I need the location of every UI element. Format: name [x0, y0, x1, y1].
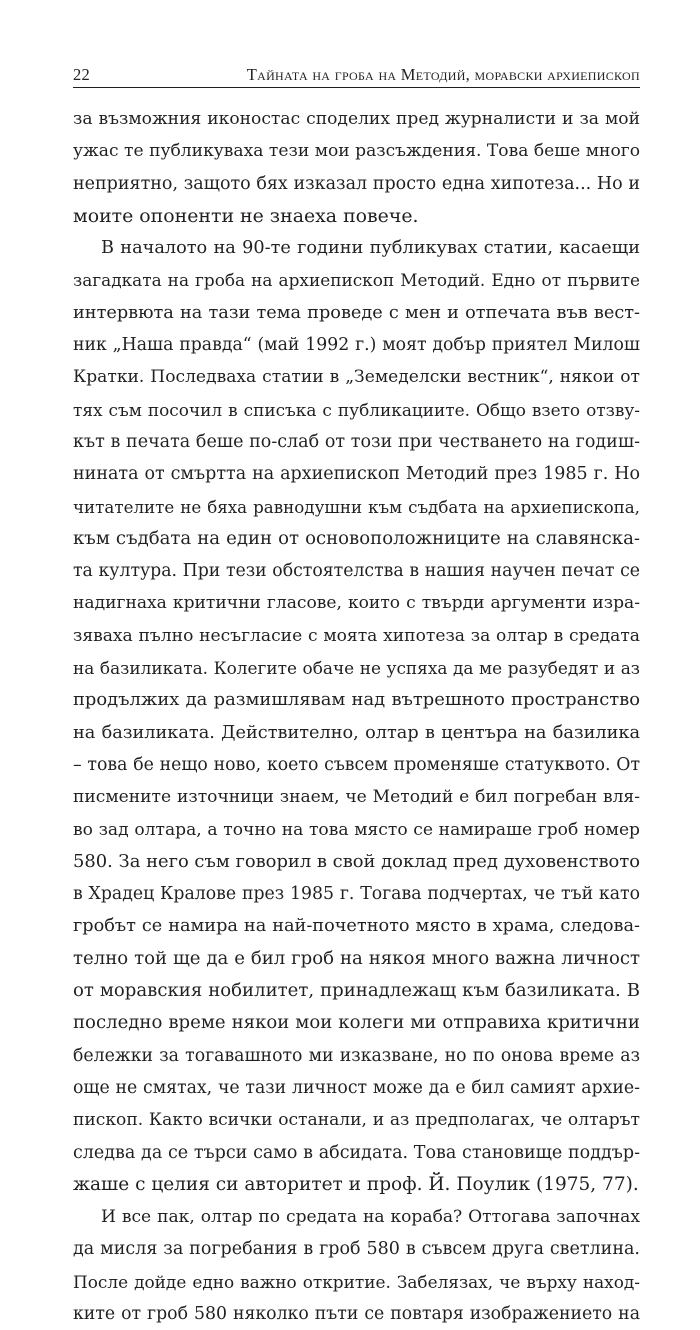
text-line: в Храдец Кралове през 1985 г. Тогава подчертах, че тъй като [73, 884, 640, 905]
text-line: следва да се търси само в абсидата. Това становище поддър- [73, 1142, 640, 1163]
text-line: моите опоненти не знаеха повече. [73, 204, 419, 227]
text-line: После дойде едно важно откритие. Забелязах, че върху наход- [73, 1271, 640, 1292]
text-line: – това бе нещо ново, което съвсем променяше статуквото. От [73, 754, 640, 775]
text-line: от моравския нобилитет, принадлежащ към базиликата. В [73, 980, 640, 1002]
text-line: последно време някои мои колеги ми отправиха критични [73, 1012, 640, 1034]
text-line: на базиликата. Действително, олтар в центъра на базилика [73, 722, 640, 743]
text-line: нината от смъртта на архиепископ Методий през 1985 г. Но [73, 464, 640, 485]
text-line: 580. За него съм говорил в свой доклад пред духовенството [73, 850, 640, 872]
page-number: 22 [73, 65, 91, 84]
text-line: ужас те публикуваха тези мои разсъждения. Това беше много [73, 141, 640, 162]
text-line: да мисля за погребания в гроб 580 в съвсем друга светлина. [73, 1239, 640, 1260]
body-text [73, 103, 640, 1330]
text-line: во зад олтара, а точно на това място се намираше гроб номер [73, 819, 640, 840]
text-line: В началото на 90-те години публикувах статии, касаещи [101, 238, 640, 259]
text-line: пископ. Както всички останали, и аз предполагах, че олтарът [73, 1110, 640, 1131]
text-line: зяваха пълно несъгласие с моята хипотеза за олтар в средата [73, 625, 640, 646]
running-head [73, 63, 640, 88]
text-line: за възможния иконостас споделих пред журналисти и за мой [73, 109, 640, 129]
text-line: неприятно, защото бях изказал просто една хипотеза... Но и [73, 173, 640, 194]
text-line: ник „Наша правда“ (май 1992 г.) моят добър приятел Милош [73, 335, 640, 356]
text-line: тях съм посочил в списъка с публикациите. Общо взето отзву- [73, 399, 640, 420]
text-line: бележки за тогавашното ми изказване, но по онова време аз [73, 1045, 640, 1066]
text-line: телно той ще да е бил гроб на някоя много важна личност [73, 947, 640, 969]
text-line: Кратки. Последваха статии в „Земеделски вестник“, някои от [73, 367, 640, 388]
text-line: на базиликата. Колегите обаче не успяха да ме разубедят и аз [73, 658, 640, 679]
text-line: към съдбата на един от основоположниците на славянска- [73, 527, 640, 549]
text-line: загадката на гроба на архиепископ Методий. Едно от първите [73, 270, 640, 291]
text-line: жаше с целия си авторитет и проф. Й. Поулик (1975, 77). [73, 1173, 639, 1195]
text-line: читателите не бяха равнодушни към съдбата на архиепископа, [73, 496, 640, 517]
text-line: надигнаха критични гласове, които с твърди аргументи изра- [73, 593, 640, 614]
text-line: та култура. При тези обстоятелства в нашия научен печат се [73, 561, 640, 582]
text-line: интервюта на тази тема проведе с мен и отпечата във вест- [73, 302, 640, 323]
text-line: ките от гроб 580 няколко пъти се повтаря изображението на [73, 1303, 640, 1324]
text-line: кът в печата беше по-слаб от този при честването на годиш- [73, 431, 640, 452]
text-line: още не смятах, че тази личност може да е бил самият архие- [73, 1077, 640, 1098]
running-title: Тайната на гроба на Методий, моравски архиепископ [246, 65, 640, 84]
text-line: продължих да размишлявам над вътрешното пространство [73, 689, 640, 711]
text-line: гробът се намира на най-почетното място в храма, следова- [73, 916, 640, 937]
text-line: И все пак, олтар по средата на кораба? Оттогава започнах [101, 1207, 640, 1228]
text-line: писмените източници знаем, че Методий е бил погребан вля- [73, 787, 640, 808]
